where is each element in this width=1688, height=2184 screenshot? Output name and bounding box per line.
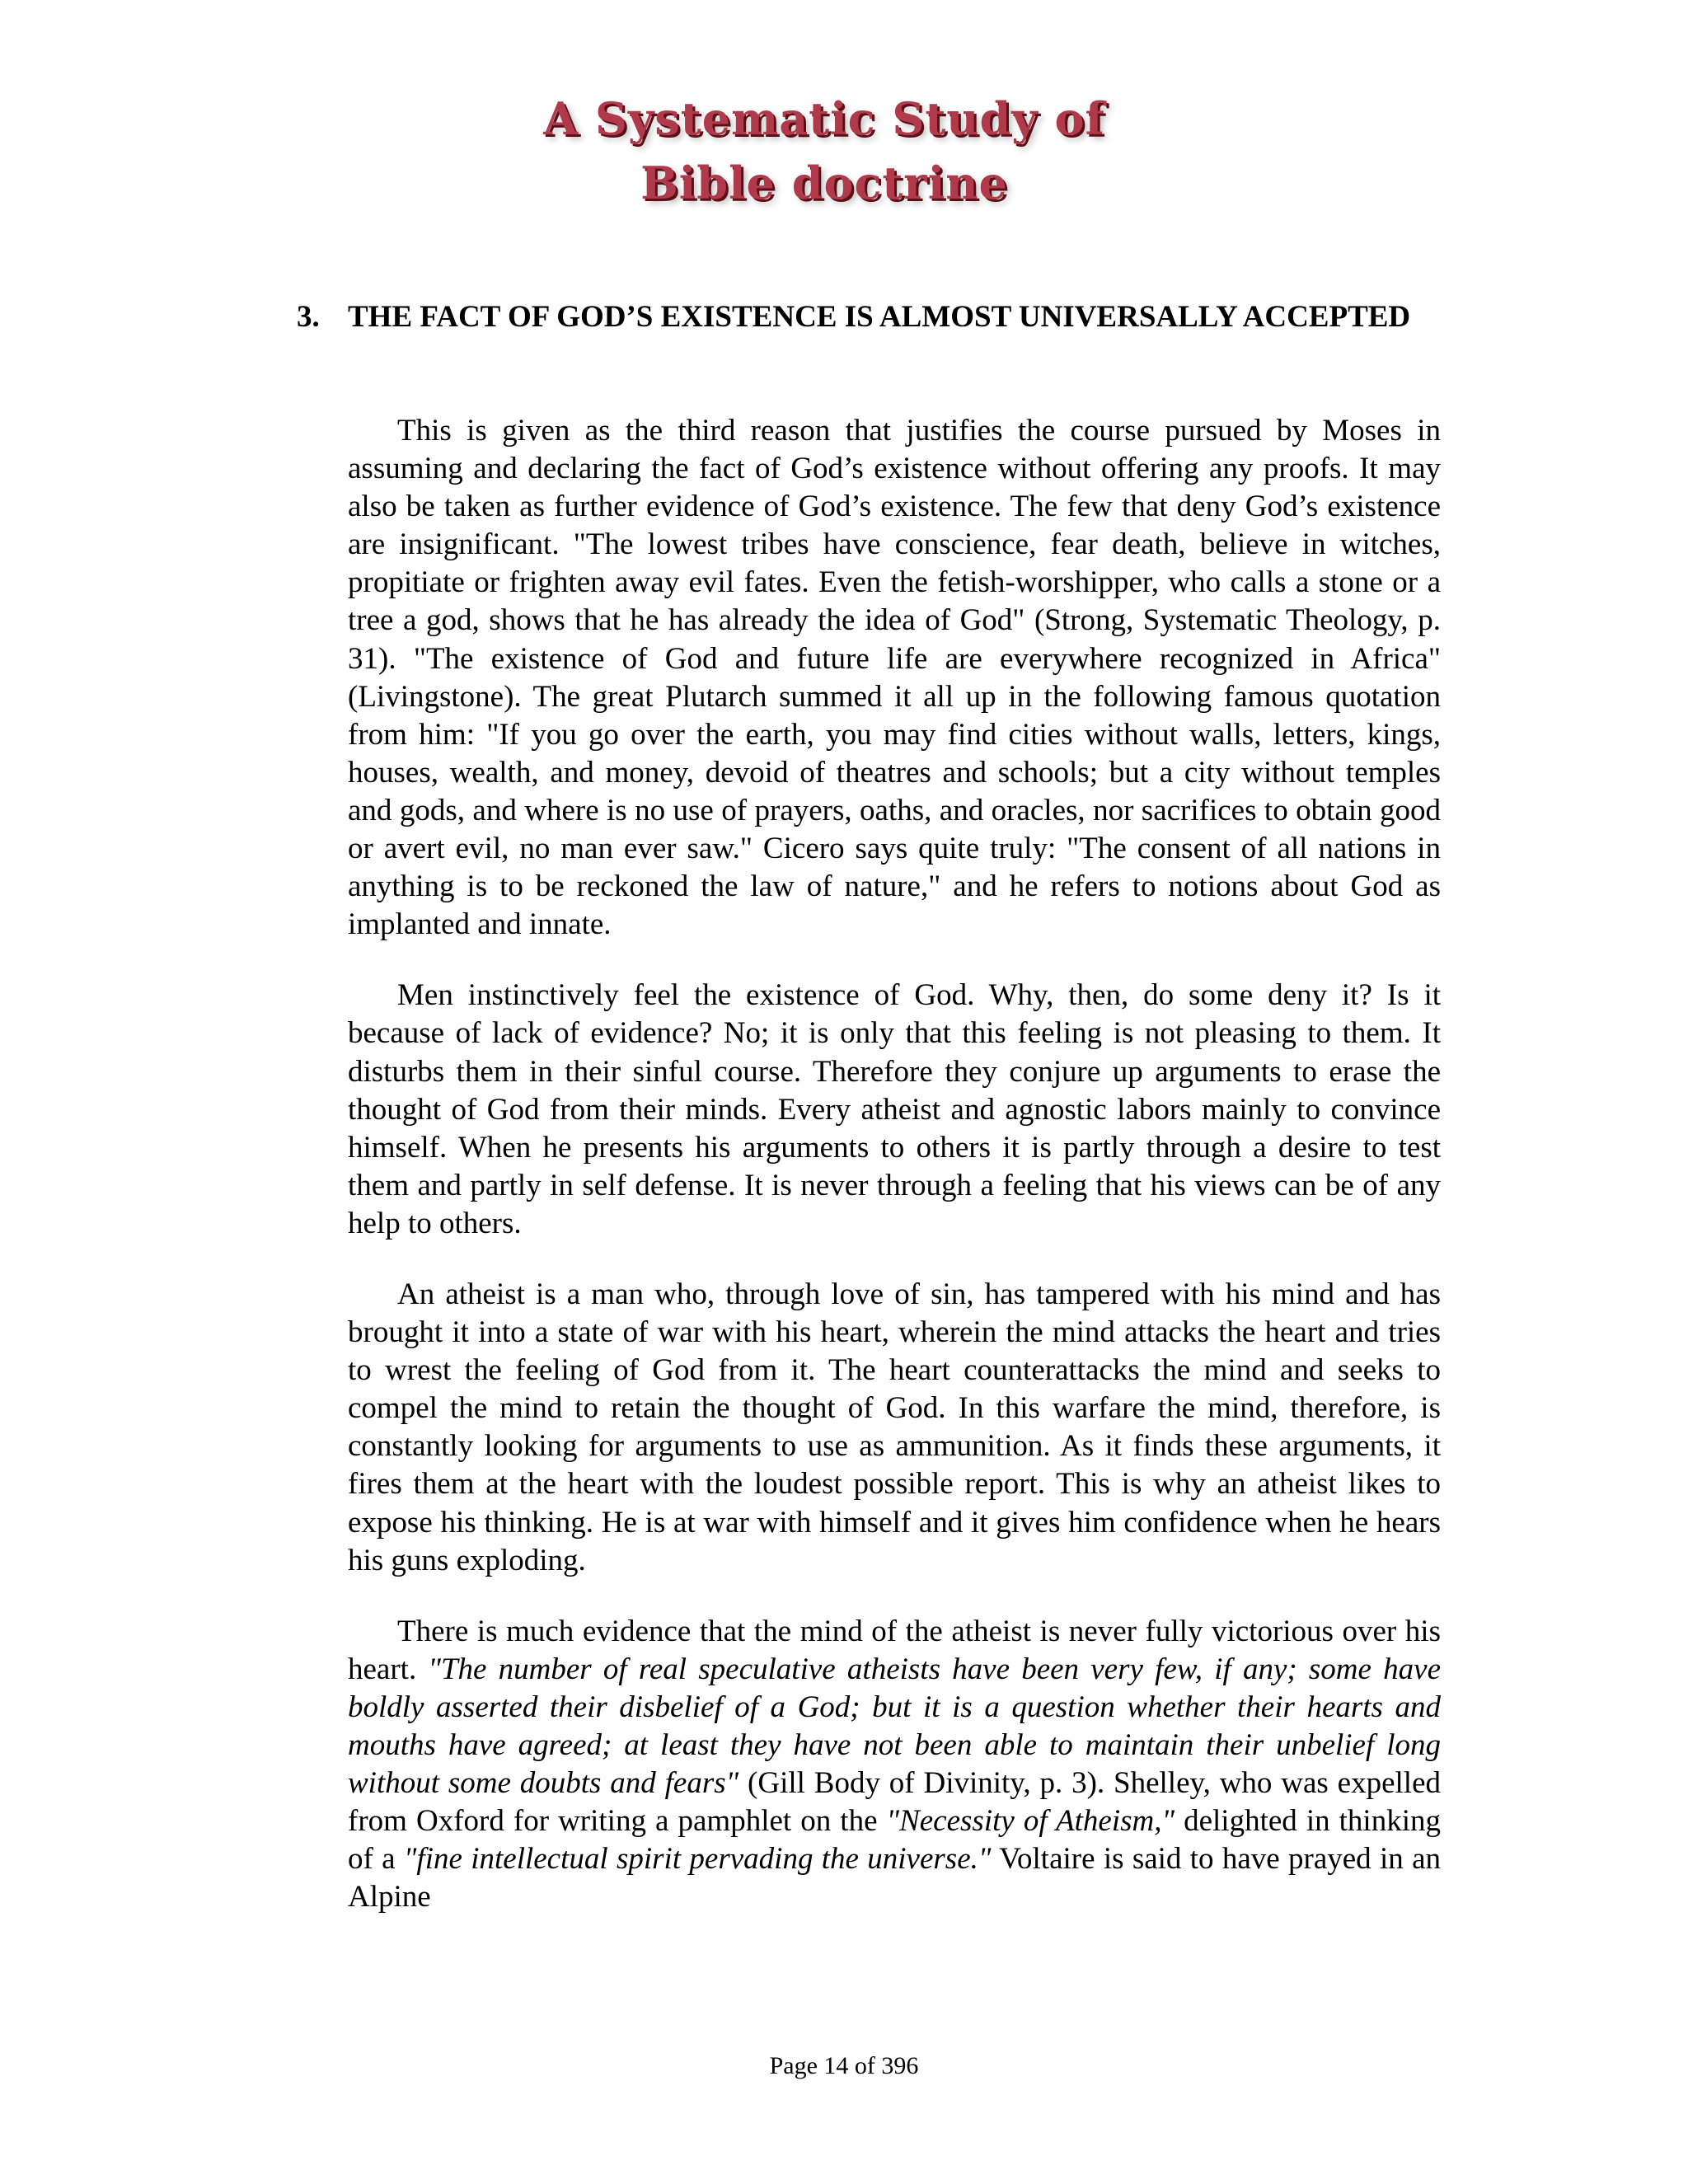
paragraph-2: Men instinctively feel the existence of God. Why, then, do some deny it? Is it because of lack of evidence? No; it is only that this feeling is not pleasing to them. It disturbs them in their sinful course. Therefore they conjure up arguments to erase the thought of God from their minds. Every atheist and agnostic labors mainly to convince himself. When he presents his arguments to others it is partly through a desire to test them and partly in self defense. It is never through a feeling that his views can be of any help to others. — [348, 978, 1441, 1240]
paragraph-3: An atheist is a man who, through love of sin, has tampered with his mind and has brought it into a state of war with his heart, wherein the mind attacks the heart and tries to wrest the feeling of God from it. The heart counterattacks the mind and seeks to compel the mind to retain the thought of God. In this warfare the mind, therefore, is constantly looking for arguments to use as ammunition. As it finds these arguments, it fires them at the heart with the loudest possible report. This is why an atheist likes to expose his thinking. He is at war with himself and it gives him confidence when he hears his guns exploding. — [348, 1277, 1441, 1577]
paragraph-4-text-2: (Gill Body of Divinity, p. 3). Shelley, who was expelled from Oxford for writing a pamphlet on the — [348, 1766, 1441, 1839]
paragraph-4 — [348, 1613, 1441, 1917]
logo-line-1: A Systematic Study of — [543, 92, 1105, 145]
page-number: Page 14 of 396 — [769, 2052, 919, 2079]
paragraph-4-text-4: Voltaire is said to have prayed in an Alpine — [348, 1842, 1441, 1915]
body-text — [348, 412, 1441, 1949]
book-title-logo — [495, 87, 1154, 227]
section-number: 3. — [297, 300, 320, 334]
paragraph-4-text-3: delighted in thinking of a — [348, 1804, 1441, 1877]
paragraph-1: This is given as the third reason that justifies the course pursued by Moses in assuming and declaring the fact of God’s existence without offering any proofs. It may also be taken as further evidence of God’s existence. The few that deny God’s existence are insignificant. "The lowest tribes have conscience, fear death, believe in witches, propitiate or frighten away evil fates. Even the fetish-worshipper, who calls a stone or a tree a god, shows that he has already the idea of God" (Strong, Systematic Theology, p. 31). "The existence of God and future life are everywhere recognized in Africa" (Livingstone). The great Plutarch summed it all up in the following famous quotation from him: "If you go over the earth, you may find cities without walls, letters, kings, houses, wealth, and money, devoid of theatres and schools; but a city without temples and gods, and where is no use of prayers, oaths, and oracles, nor sacrifices to obtain good or avert evil, no man ever saw." Cicero says quite truly: "The consent of all nations in anything is to be reckoned the law of nature," and he refers to notions about God as implanted and innate. — [348, 414, 1441, 942]
gill-quote: "The number of real speculative atheists have been very few, if any; some have boldly asserted their disbelief of a God; but it is a question whether their hearts and mouths have agreed; at least they have not been able to maintain their unbelief long without some doubts and fears" — [348, 1652, 1441, 1801]
paragraph-4-text-1: There is much evidence that the mind of the atheist is never fully victorious over his heart. — [348, 1614, 1441, 1686]
shelley-quote: "fine intellectual spirit pervading the universe." — [403, 1842, 992, 1877]
logo-line-2: Bible doctrine — [640, 157, 1008, 209]
section-heading — [297, 298, 1451, 336]
shelley-pamphlet-title: "Necessity of Atheism," — [886, 1804, 1175, 1839]
section-title: THE FACT OF GOD’S EXISTENCE IS ALMOST UNIVERSALLY ACCEPTED — [348, 300, 1411, 334]
